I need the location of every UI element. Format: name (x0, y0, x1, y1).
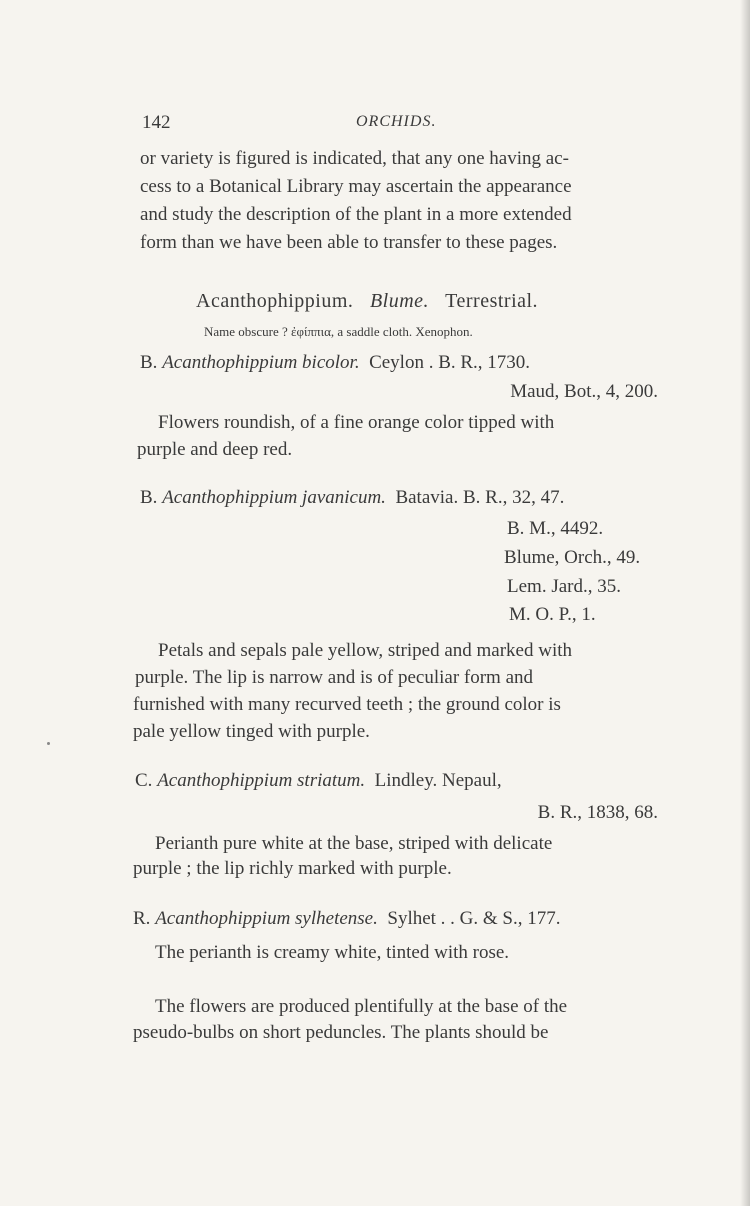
species-description-line: furnished with many recurved teeth ; the ground color is (133, 694, 561, 715)
genus-etymology: Name obscure ? ἐφίππια, a saddle cloth. Xenophon. (204, 324, 473, 339)
species-entry (140, 487, 564, 509)
species-prefix: C. (135, 770, 153, 791)
species-locale: Ceylon . B. R., 1730. (369, 352, 531, 373)
intro-line: and study the description of the plant in a more extended (140, 204, 572, 225)
species-reference: Maud, Bot., 4, 200. (510, 381, 658, 402)
species-locale: Batavia. B. R., 32, 47. (395, 487, 565, 508)
intro-line: cess to a Botanical Library may ascertain the appearance (140, 176, 572, 197)
scan-speck (47, 742, 50, 745)
genus-name: Acanthophippium. (196, 290, 354, 312)
species-name: Acanthophippium bicolor. (162, 352, 360, 373)
genus-habit: Terrestrial. (445, 290, 539, 312)
species-locale: Lindley. Nepaul, (374, 770, 502, 791)
species-entry (133, 908, 561, 930)
species-description-line: Petals and sepals pale yellow, striped and marked with (158, 640, 573, 661)
running-title: ORCHIDS. (356, 113, 437, 130)
species-entry (140, 352, 530, 374)
species-description-line: purple ; the lip richly marked with purple. (133, 858, 452, 879)
intro-line: form than we have been able to transfer to these pages. (140, 232, 558, 253)
species-prefix: B. (140, 352, 158, 373)
species-description-line: The perianth is creamy white, tinted with rose. (155, 942, 510, 963)
genus-heading (196, 290, 538, 313)
species-description-line: purple. The lip is narrow and is of peculiar form and (135, 667, 534, 688)
species-description-line: pale yellow tinged with purple. (133, 721, 370, 742)
page-number: 142 (142, 112, 171, 133)
species-prefix: B. (140, 487, 158, 508)
species-prefix: R. (133, 908, 151, 929)
species-reference: M. O. P., 1. (509, 604, 596, 625)
closing-line: The flowers are produced plentifully at the base of the (155, 996, 568, 1017)
species-locale: Sylhet . . G. & S., 177. (387, 908, 561, 929)
page-edge-shadow (740, 0, 750, 1206)
species-reference: B. R., 1838, 68. (537, 802, 658, 823)
intro-line: or variety is figured is indicated, that any one having ac- (140, 148, 569, 169)
species-reference: Lem. Jard., 35. (507, 576, 621, 597)
genus-author: Blume. (369, 290, 430, 312)
species-reference: B. M., 4492. (507, 518, 604, 539)
species-description-line: Flowers roundish, of a fine orange color tipped with (158, 412, 555, 433)
species-name: Acanthophippium javanicum. (162, 487, 386, 508)
species-reference: Blume, Orch., 49. (504, 547, 641, 568)
species-description-line: Perianth pure white at the base, striped with delicate (155, 833, 553, 854)
species-name: Acanthophippium striatum. (157, 770, 366, 791)
species-entry (135, 770, 502, 792)
closing-line: pseudo-bulbs on short peduncles. The plants should be (133, 1022, 549, 1043)
species-name: Acanthophippium sylhetense. (155, 908, 378, 929)
species-description-line: purple and deep red. (137, 439, 293, 460)
